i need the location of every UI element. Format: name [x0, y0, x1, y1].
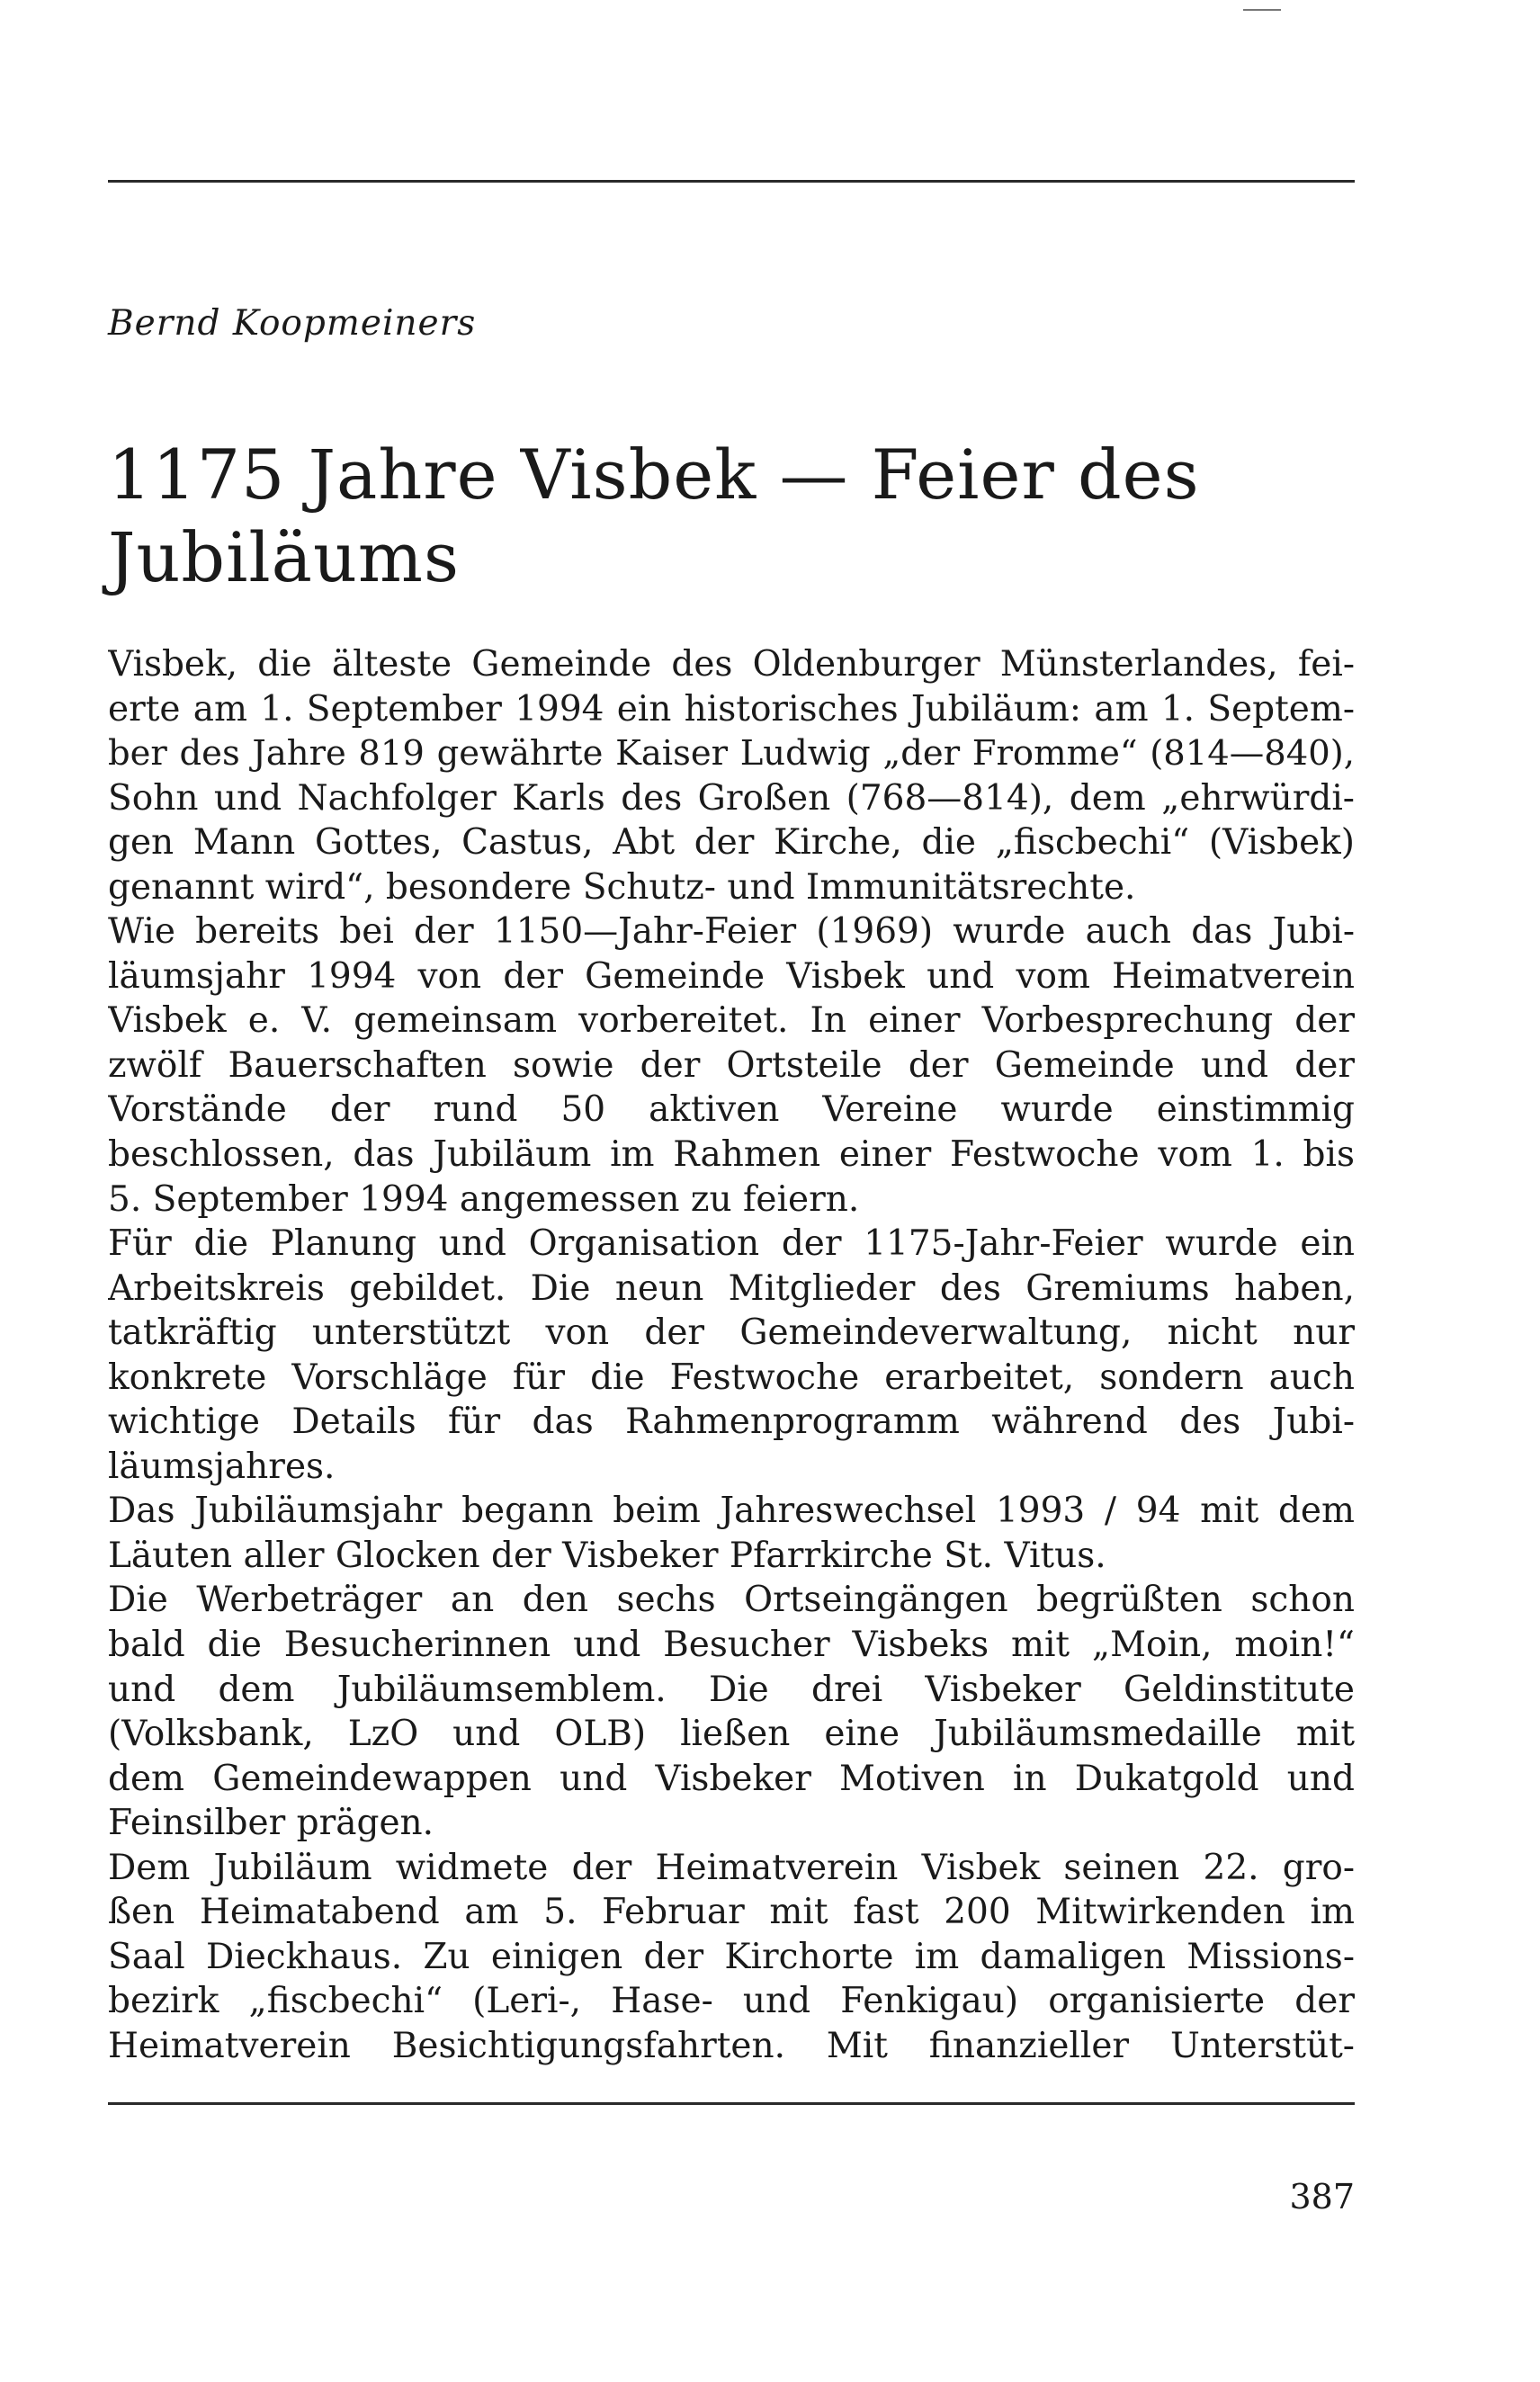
- body-line: wichtige Details für das Rahmenprogramm während des Jubi-: [108, 1401, 1355, 1443]
- body-line: Visbek e. V. gemeinsam vorbereitet. In einer Vorbesprechung der: [108, 1000, 1355, 1042]
- author-name: Bernd Koopmeiners: [108, 303, 477, 344]
- body-line: Dem Jubiläum widmete der Heimatverein Visbek seinen 22. gro-: [108, 1847, 1355, 1888]
- body-line: Die Werbeträger an den sechs Ortseingängen begrüßten schon: [108, 1580, 1355, 1621]
- body-line: Vorstände der rund 50 aktiven Vereine wurde einstimmig: [108, 1089, 1355, 1131]
- title-line: 1175 Jahre Visbek — Feier des: [108, 434, 1200, 515]
- top-rule: [108, 180, 1355, 183]
- body-line: Läuten aller Glocken der Visbeker Pfarrkirche St. Vitus.: [108, 1535, 1106, 1576]
- page-number: 387: [1289, 2177, 1355, 2216]
- corner-mark: [1243, 9, 1281, 11]
- body-line: bezirk „fiscbechi“ (Leri-, Hase- und Fenkigau) organisierte der: [108, 1981, 1355, 2022]
- bottom-rule: [108, 2102, 1355, 2105]
- body-line: (Volksbank, LzO und OLB) ließen eine Jubiläumsmedaille mit: [108, 1714, 1355, 1755]
- body-line: beschlossen, das Jubiläum im Rahmen einer Festwoche vom 1. bis: [108, 1134, 1355, 1176]
- body-line: dem Gemeindewappen und Visbeker Motiven in Dukatgold und: [108, 1758, 1355, 1799]
- body-line: tatkräftig unterstützt von der Gemeindeverwaltung, nicht nur: [108, 1312, 1355, 1354]
- body-line: gen Mann Gottes, Castus, Abt der Kirche, die „fiscbechi“ (Visbek): [108, 822, 1355, 864]
- body-line: Saal Dieckhaus. Zu einigen der Kirchorte im damaligen Missions-: [108, 1936, 1355, 1977]
- article-title: [108, 434, 1355, 599]
- article-body: [108, 642, 1355, 2069]
- body-line: 5. September 1994 angemessen zu feiern.: [108, 1178, 860, 1220]
- body-line: Für die Planung und Organisation der 1175-Jahr-Feier wurde ein: [108, 1223, 1355, 1265]
- body-line: zwölf Bauerschaften sowie der Ortsteile der Gemeinde und der: [108, 1044, 1355, 1086]
- body-line: genannt wird“, besondere Schutz- und Immunitätsrechte.: [108, 866, 1136, 908]
- body-line: Wie bereits bei der 1150—Jahr-Feier (1969) wurde auch das Jubi-: [108, 911, 1355, 953]
- body-line: konkrete Vorschläge für die Festwoche erarbeitet, sondern auch: [108, 1357, 1355, 1398]
- body-line: Sohn und Nachfolger Karls des Großen (768—814), dem „ehrwürdi-: [108, 777, 1355, 819]
- body-line: läumsjahres.: [108, 1446, 336, 1487]
- body-line: Das Jubiläumsjahr begann beim Jahreswechsel 1993 / 94 mit dem: [108, 1491, 1355, 1532]
- body-line: erte am 1. September 1994 ein historisches Jubiläum: am 1. Septem-: [108, 688, 1355, 730]
- title-line: Jubiläums: [108, 517, 461, 597]
- body-line: Arbeitskreis gebildet. Die neun Mitglieder des Gremiums haben,: [108, 1267, 1355, 1309]
- body-line: und dem Jubiläumsemblem. Die drei Visbeker Geldinstitute: [108, 1669, 1355, 1710]
- body-line: läumsjahr 1994 von der Gemeinde Visbek und vom Heimatverein: [108, 955, 1355, 997]
- body-line: Visbek, die älteste Gemeinde des Oldenburger Münsterlandes, fei-: [108, 644, 1355, 685]
- body-line: Feinsilber prägen.: [108, 1803, 434, 1844]
- body-line: Heimatverein Besichtigungsfahrten. Mit finanzieller Unterstüt-: [108, 2025, 1355, 2066]
- body-line: ber des Jahre 819 gewährte Kaiser Ludwig „der Fromme“ (814—840),: [108, 733, 1355, 775]
- body-line: bald die Besucherinnen und Besucher Visbeks mit „Moin, moin!“: [108, 1625, 1355, 1666]
- body-line: ßen Heimatabend am 5. Februar mit fast 200 Mitwirkenden im: [108, 1892, 1355, 1933]
